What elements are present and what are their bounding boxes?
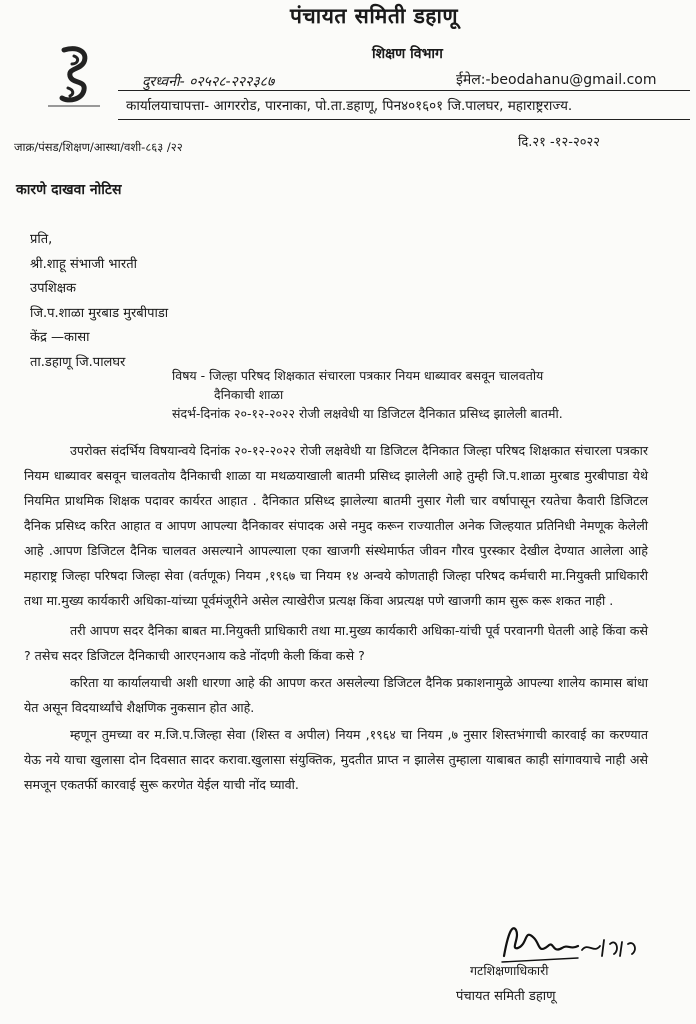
emblem-logo-icon xyxy=(44,42,104,112)
recipient-block xyxy=(30,228,168,375)
signatory-title: गटशिक्षणाधिकारी xyxy=(470,963,549,978)
recipient-designation: उपशिक्षक xyxy=(30,281,77,296)
phone-number: दुरध्वनी- ०२५२८-२२२३८७ xyxy=(142,74,275,90)
recipient-school: जि.प.शाळा मुरबाड मुरबीपाडा xyxy=(30,305,169,321)
reference-number: जाक्र/पंसड/शिक्षण/आस्था/वशी-८६३ /२२ xyxy=(14,140,183,154)
email-address: ईमेल:-beodahanu@gmail.com xyxy=(456,72,657,88)
organization-name: पंचायत समिती डहाणू xyxy=(290,4,459,28)
header-divider-bottom xyxy=(118,119,690,120)
reference-line: संदर्भ-दिनांक २०-१२-२०२२ रोजी लक्षवेधी या डिजिटल दैनिकात प्रसिध्द झालेली बातमी. xyxy=(172,406,563,421)
notice-body xyxy=(24,438,648,802)
handwritten-signature-icon xyxy=(498,920,648,968)
body-paragraph-3: करिता या कार्यालयाची अशी धारणा आहे की आपण करत असलेल्या डिजिटल दैनिक प्रकाशनामुळे आपल्या शालेय कामास बांधा येत असून विदयार्थ्यांचे शैक्षणिक नुकसान होत आहे. xyxy=(24,675,648,715)
body-paragraph-1: उपरोक्त संदर्भिय विषयान्वये दिनांक २०-१२-२०२२ रोजी लक्षवेधी या डिजिटल दैनिकात जिल्हा परिषद शिक्षकात संचारला पत्रकार नियम धाब्यावर बसवून चालवतोय दैनिकाची शाळा या मथळयाखाली बातमी प्रसिध्द झालेली आहे तुम्ही जि.प.शाळा मुरबाड मुरबीपाडा येथे नियमित प्राथमिक शिक्षक पदावर कार्यरत आहात . दैनिकात प्रसिध्द झालेल्या बातमी नुसार गेली चार वर्षापासून रयतेचा कैवारी डिजिटल दैनिक प्रसिध्द करित आहात व आपण आपल्या दैनिकावर संपादक असे नमुद करून राज्यातील अनेक जिल्हयात प्रतिनिधी नेमणूक केलेली आहे .आपण डिजिटल दैनिक चालवत असल्याने आपल्याला एका खाजगी संस्थेमार्फत जीवन गौरव पुरस्कार देखील देण्यात आलेला आहे महाराष्ट्र जिल्हा परिषदा जिल्हा सेवा (वर्तणूक) नियम ,१९६७ चा नियम १४ अन्वये कोणताही जिल्हा परिषद कर्मचारी मा.नियुक्ती प्राधिकारी तथा मा.मुख्य कार्यकारी अधिका-यांच्या पूर्वमंजूरीने असेल त्याखेरीज प्रत्यक्ष किंवा अप्रत्यक्ष पणे खाजगी काम सुरू करू शकत नाही . xyxy=(24,443,648,608)
office-address: कार्यालयाचापत्ता- आगररोड, पारनाका, पो.ता.डहाणू, पिन४०१६०१ जि.पालघर, महाराष्ट्रराज्य. xyxy=(126,98,573,114)
subject-line: विषय - जिल्हा परिषद शिक्षकात संचारला पत्रकार नियम धाब्यावर बसवून चालवतोय xyxy=(172,368,544,383)
body-paragraph-4: म्हणून तुमच्या वर म.जि.प.जिल्हा सेवा (शिस्त व अपील) नियम ,१९६४ चा नियम ,७ नुसार शिस्तभंगाची कारवाई का करण्यात येऊ नये याचा खुलासा दोन दिवसात सादर करावा.खुलासा संयुक्तिक, मुदतीत प्राप्त न झालेस तुम्हाला याबाबत काही सांगावयाचे नाही असे समजून एकतर्फी कारवाई सुरू करणेत येईल याची नोंद घ्यावी. xyxy=(24,727,648,792)
signatory-office: पंचायत समिती डहाणू xyxy=(456,989,556,1004)
recipient-center: केंद्र —कासा xyxy=(30,330,90,345)
body-paragraph-2: तरी आपण सदर दैनिका बाबत मा.नियुक्ती प्राधिकारी तथा मा.मुख्य कार्यकारी अधिका-यांची पूर्व परवानगी घेतली आहे किंवा कसे ? तसेच सदर डिजिटल दैनिकाची आरएनआय कडे नोंदणी केली किंवा कसे ? xyxy=(24,623,648,663)
recipient-name: श्री.शाहू संभाजी भारती xyxy=(30,256,137,272)
department-name: शिक्षण विभाग xyxy=(372,46,443,62)
recipient-prefix: प्रति, xyxy=(30,232,53,247)
subject-line-continued: दैनिकाची शाळा xyxy=(214,387,284,402)
notice-title: कारणे दाखवा नोटिस xyxy=(16,182,122,198)
letter-date: दि.२१ -१२-२०२२ xyxy=(518,135,600,150)
subject-block xyxy=(172,366,563,423)
recipient-taluka: ता.डहाणू जि.पालघर xyxy=(30,354,126,370)
